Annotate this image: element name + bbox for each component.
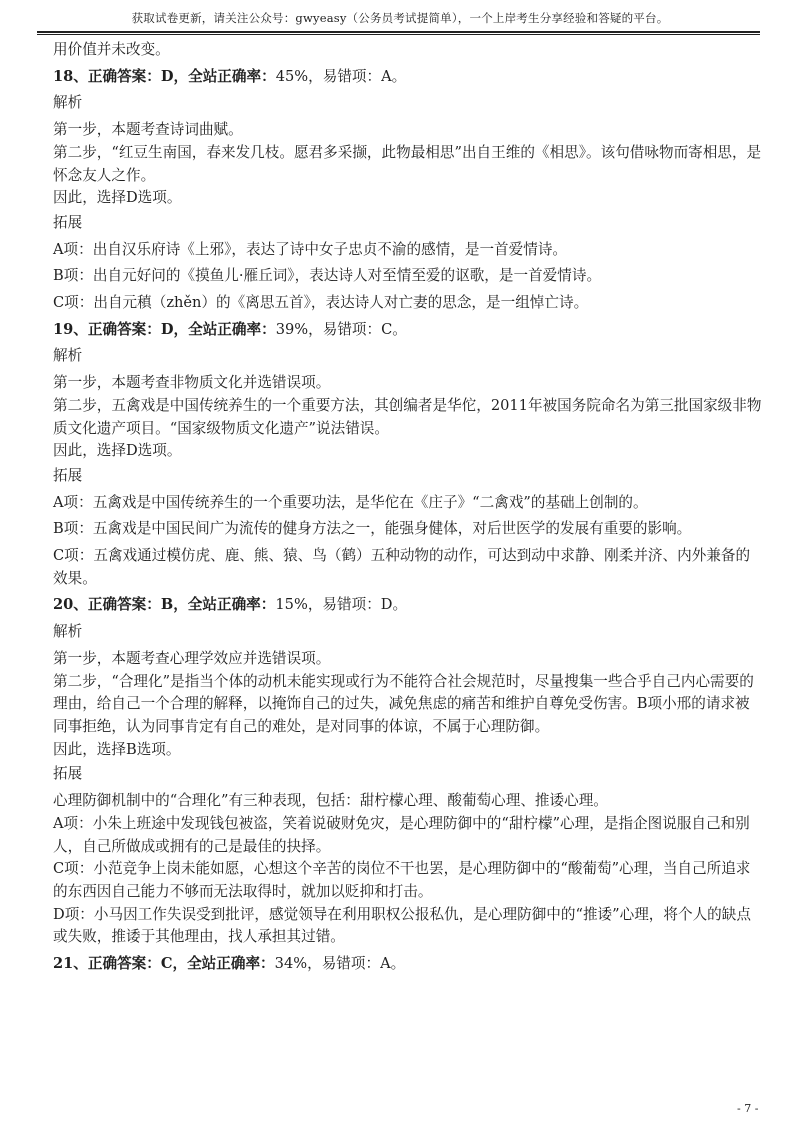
accuracy-rate: 39%: [275, 320, 309, 338]
analysis-label: 解析: [53, 94, 83, 112]
page-content: [53, 39, 763, 980]
extension-item: B项：五禽戏是中国民间广为流传的健身方法之一，能强身健体，对后世医学的发展有重要的影响。: [53, 520, 692, 538]
page-number: - 7 -: [737, 1102, 759, 1115]
analysis-step: 第二步，“红豆生南国，春来发几枝。愿君多采撷，此物最相思”出自王维的《相思》。该句借咏物而寄相思，是怀念友人之作。: [53, 143, 762, 184]
analysis-step: 第一步，本题考查诗词曲赋。: [53, 121, 243, 139]
analysis-label: 解析: [53, 347, 83, 365]
accuracy-rate: 45%: [275, 67, 309, 85]
answer-line: 21、正确答案：C，全站正确率：34%，易错项：A。: [53, 955, 406, 973]
analysis-label: 解析: [53, 623, 83, 641]
extension-item: D项：小马因工作失误受到批评，感觉领导在利用职权公报私仇，是心理防御中的“推诿”心理，将个人的缺点或失败，推诿于其他理由，找人承担其过错。: [53, 905, 751, 946]
analysis-conclusion: 因此，选择D选项。: [53, 189, 182, 207]
continuation-text: 用价值并未改变。: [53, 41, 170, 58]
question-20: [53, 594, 763, 949]
extension-label: 拓展: [53, 765, 83, 783]
extension-item: C项：五禽戏通过模仿虎、鹿、熊、猿、鸟（鹤）五种动物的动作，可达到动中求静、刚柔并济、内外兼备的效果。: [53, 547, 751, 587]
answer-line: 20、正确答案：B，全站正确率：15%，易错项：D。: [53, 596, 408, 614]
accuracy-rate: 15%: [275, 596, 308, 614]
question-19: [53, 319, 763, 591]
extension-item: 心理防御机制中的“合理化”有三种表现，包括：甜柠檬心理、酸葡萄心理、推诿心理。: [53, 792, 608, 810]
extension-item: A项：五禽戏是中国传统养生的一个重要功法，是华佗在《庄子》“二禽戏”的基础上创制的。: [53, 493, 648, 511]
analysis-step: 第二步，五禽戏是中国传统养生的一个重要方法，其创编者是华佗，2011年被国务院命名为第三批国家级非物质文化遗产项目。“国家级物质文化遗产”说法错误。: [53, 396, 762, 437]
analysis-conclusion: 因此，选择D选项。: [53, 442, 182, 460]
question-18: [53, 66, 763, 315]
page-header: 获取试卷更新，请关注公众号：gwyeasy（公务员考试提简单），一个上岸考生分享经验和答疑的平台。: [131, 11, 669, 25]
extension-item: C项：小范竞争上岗未能如愿，心想这个辛苦的岗位不干也罢，是心理防御中的“酸葡萄”心理，当自己所追求的东西因自己能力不够而无法取得时，就加以贬抑和打击。: [53, 860, 751, 900]
extension-item: B项：出自元好问的《摸鱼儿·雁丘词》，表达诗人对至情至爱的讴歌，是一首爱情诗。: [53, 267, 602, 285]
extension-item: C项：出自元稹（zhěn）的《离思五首》，表达诗人对亡妻的思念，是一组悼亡诗。: [53, 294, 589, 312]
extension-item: A项：出自汉乐府诗《上邪》，表达了诗中女子忠贞不渝的感情，是一首爱情诗。: [53, 240, 568, 258]
analysis-conclusion: 因此，选择B选项。: [53, 740, 181, 758]
extension-label: 拓展: [53, 213, 83, 231]
answer-line: 18、正确答案：D，全站正确率：45%，易错项：A。: [53, 67, 407, 85]
analysis-step: 第一步，本题考查非物质文化并选错误项。: [53, 374, 331, 392]
question-21: [53, 953, 763, 976]
accuracy-rate: 34%: [274, 955, 308, 973]
analysis-step: 第一步，本题考查心理学效应并选错误项。: [53, 649, 331, 667]
answer-line: 19、正确答案：D，全站正确率：39%，易错项：C。: [53, 320, 407, 338]
extension-label: 拓展: [53, 466, 83, 484]
header-rule: [37, 31, 760, 35]
analysis-step: 第二步，“合理化”是指当个体的动机未能实现或行为不能符合社会规范时，尽量搜集一些合乎自己内心需要的理由，给自己一个合理的解释，以掩饰自己的过失，减免焦虑的痛苦和维护自尊免受伤害。B项小邢的请求被同事拒绝，认为同事肯定有自己的难处，是对同事的体谅，不属于心理防御。: [53, 672, 754, 735]
extension-item: A项：小朱上班途中发现钱包被盗，笑着说破财免灾，是心理防御中的“甜柠檬”心理，是指企图说服自己和别人，自己所做成或拥有的己是最佳的抉择。: [53, 814, 750, 855]
